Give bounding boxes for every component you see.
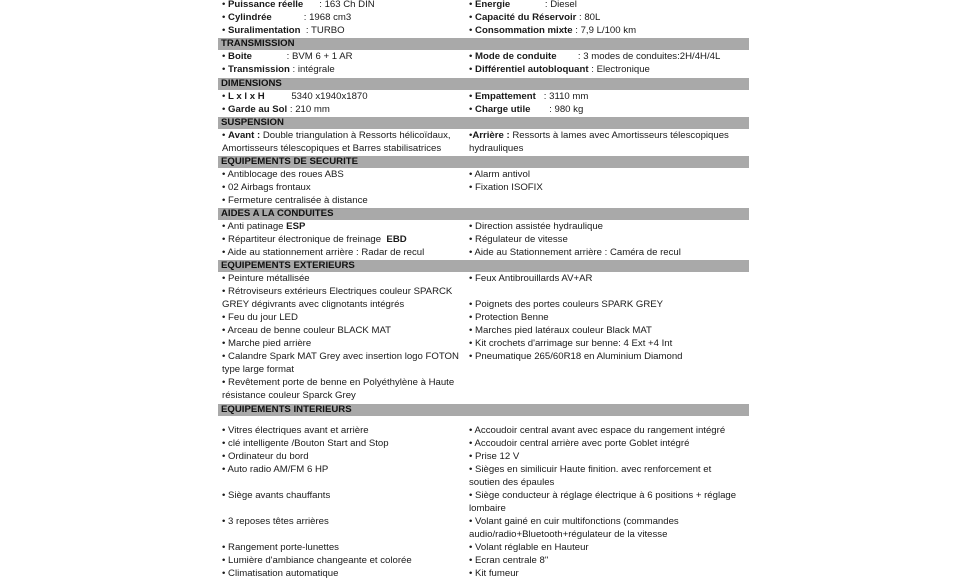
list-item: • Peinture métallisée — [222, 273, 310, 284]
list-row — [218, 182, 749, 195]
spec-label: Capacité du Réservoir — [475, 12, 577, 23]
list-row — [218, 390, 749, 403]
list-item: soutien des épaules — [469, 477, 555, 488]
list-row — [218, 438, 749, 451]
spec-value: 980 kg — [554, 104, 584, 115]
list-item: • Alarm antivol — [469, 169, 530, 180]
list-item: GREY dégivrants avec clignotants intégrés — [222, 299, 405, 310]
spec-row: • Garde au Sol : 210 mm • Charge utile : 980 kg — [222, 104, 584, 115]
list-item: lombaire — [469, 503, 506, 514]
list-item: • Poignets des portes couleurs SPARK GREY — [469, 299, 664, 310]
list-row — [218, 451, 749, 464]
list-item: • 02 Airbags frontaux — [222, 182, 311, 193]
spec-label: Boite — [228, 51, 253, 62]
section-header-securite: EQUIPEMENTS DE SECURITE — [218, 156, 749, 168]
list-row — [218, 529, 749, 542]
list-row — [218, 568, 749, 581]
list-row — [218, 464, 749, 477]
list-row — [218, 273, 749, 286]
list-item: • Rangement porte-lunettes — [222, 542, 339, 553]
list-item: • Marche pied arrière — [222, 338, 312, 349]
list-row — [218, 503, 749, 516]
list-item: • Accoudoir central arrière avec porte Goblet intégré — [469, 438, 690, 449]
spec-value: Diesel — [550, 0, 577, 10]
spec-label: Garde au Sol — [228, 104, 288, 115]
list-row — [218, 490, 749, 503]
list-row — [218, 234, 749, 247]
list-item: • Antiblocage des roues ABS — [222, 169, 344, 180]
spec-row: • Avant : Double triangulation à Ressorts hélicoïdaux, •Arrière : Ressorts à lames avec Amortisseurs télescopiques — [222, 130, 729, 141]
spec-value: TURBO — [311, 25, 345, 36]
spec-label: L x l x H — [228, 91, 265, 102]
list-item: • Feux Antibrouillards AV+AR — [469, 273, 593, 284]
list-item: • Ecran centrale 8" — [469, 555, 549, 566]
list-item: • Protection Benne — [469, 312, 549, 323]
spec-row: • Cylindrée : 1968 cm3 • Capacité du Réservoir : 80L — [222, 12, 601, 23]
list-item: • Prise 12 V — [469, 451, 520, 462]
list-item: • Répartiteur électronique de freinage EBD — [222, 234, 407, 245]
list-item: • Volant gainé en cuir multifonctions (commandes — [469, 516, 679, 527]
list-item: • Calandre Spark MAT Grey avec insertion logo FOTON — [222, 351, 459, 362]
section-header-exterieurs: EQUIPEMENTS EXTERIEURS — [218, 260, 749, 272]
spec-value: 7,9 L/100 km — [580, 25, 637, 36]
list-row — [218, 169, 749, 182]
spec-label: Puissance réelle — [228, 0, 304, 10]
list-item: • Rétroviseurs extérieurs Electriques couleur SPARCK — [222, 286, 453, 297]
list-row — [218, 542, 749, 555]
list-row — [218, 195, 749, 208]
list-item: • clé intelligente /Bouton Start and Stop — [222, 438, 389, 449]
spec-value: Electronique — [596, 64, 650, 75]
spec-row: • Suralimentation : TURBO • Consommation mixte : 7,9 L/100 km — [222, 25, 637, 36]
list-row — [218, 477, 749, 490]
list-item: • Aide au Stationnement arrière : Caméra de recul — [469, 247, 681, 258]
list-row — [218, 555, 749, 568]
section-header-transmission: TRANSMISSION — [218, 38, 749, 50]
list-item: • 3 reposes têtes arrières — [222, 516, 329, 527]
spec-label: Avant : — [228, 130, 261, 141]
list-row — [218, 299, 749, 312]
list-row — [218, 425, 749, 438]
list-item: • Auto radio AM/FM 6 HP — [222, 464, 329, 475]
list-item: • Volant réglable en Hauteur — [469, 542, 589, 553]
spec-value: Amortisseurs télescopiques et Barres stabilisatrices — [222, 143, 442, 154]
list-item: • Marches pied latéraux couleur Black MAT — [469, 325, 652, 336]
list-row — [218, 325, 749, 338]
list-item: • Kit fumeur — [469, 568, 519, 579]
list-item: • Régulateur de vitesse — [469, 234, 568, 245]
spec-row: • Puissance réelle : 163 Ch DIN • Energie : Diesel — [222, 0, 577, 10]
spec-row — [218, 143, 749, 156]
spec-label: Mode de conduite — [475, 51, 557, 62]
list-item: • Vitres électriques avant et arrière — [222, 425, 369, 436]
list-item: • Direction assistée hydraulique — [469, 221, 604, 232]
spec-value: 163 Ch DIN — [324, 0, 375, 10]
list-item: • Siège conducteur à réglage électrique à 6 positions + réglage — [469, 490, 737, 501]
list-item: • Accoudoir central avant avec espace du rangement intégré — [469, 425, 726, 436]
spec-row: • L x l x H 5340 x1940x1870 • Empattement : 3110 mm — [222, 91, 589, 102]
list-row — [218, 312, 749, 325]
spec-value: BVM 6 + 1 AR — [292, 51, 353, 62]
list-item: • Kit crochets d'arrimage sur benne: 4 Ext +4 Int — [469, 338, 673, 349]
spec-value: 210 mm — [295, 104, 330, 115]
list-item: • Anti patinage ESP — [222, 221, 306, 232]
spec-value: Double triangulation à Ressorts hélicoïdaux, — [260, 130, 451, 141]
spec-row: • Transmission : intégrale • Différentiel autobloquant : Electronique — [222, 64, 650, 75]
section-header-interieurs: EQUIPEMENTS INTERIEURS — [218, 404, 749, 416]
list-item: • Ordinateur du bord — [222, 451, 309, 462]
spec-value: hydrauliques — [469, 143, 524, 154]
list-row — [218, 286, 749, 299]
list-item: • Revêtement porte de benne en Polyéthylène à Haute — [222, 377, 455, 388]
spec-label: Arrière : — [472, 130, 510, 141]
spec-value: Ressorts à lames avec Amortisseurs télescopiques — [509, 130, 729, 141]
list-row — [218, 351, 749, 364]
list-item: • Arceau de benne couleur BLACK MAT — [222, 325, 392, 336]
spec-value: intégrale — [297, 64, 335, 75]
spec-label: Différentiel autobloquant — [475, 64, 589, 75]
spec-value: 80L — [584, 12, 601, 23]
section-header-dimensions: DIMENSIONS — [218, 78, 749, 90]
list-row — [218, 221, 749, 234]
list-row — [218, 364, 749, 377]
spec-label: Consommation mixte — [475, 25, 573, 36]
spec-row: • Boite : BVM 6 + 1 AR • Mode de conduite : 3 modes de conduites:2H/4H/4L — [222, 51, 721, 62]
section-header-suspension: SUSPENSION — [218, 117, 749, 129]
list-row — [218, 247, 749, 260]
spec-value: 1968 cm3 — [309, 12, 352, 23]
spec-label: Energie — [475, 0, 511, 10]
list-item: • Sièges en similicuir Haute finition. avec renforcement et — [469, 464, 712, 475]
list-row — [218, 338, 749, 351]
list-row — [218, 377, 749, 390]
section-header-aides: AIDES A LA CONDUITES — [218, 208, 749, 220]
spec-label: Cylindrée — [228, 12, 272, 23]
spec-label: Empattement — [475, 91, 536, 102]
spec-value: 5340 x1940x1870 — [291, 91, 368, 102]
spec-value: 3 modes de conduites:2H/4H/4L — [583, 51, 721, 62]
spec-value: 3110 mm — [549, 91, 589, 102]
list-item: • Siège avants chauffants — [222, 490, 331, 501]
list-item: • Climatisation automatique — [222, 568, 339, 579]
spec-label: Charge utile — [475, 104, 531, 115]
list-item: • Feu du jour LED — [222, 312, 298, 323]
spec-label: Suralimentation — [228, 25, 301, 36]
list-item: • Fixation ISOFIX — [469, 182, 543, 193]
list-item: • Aide au stationnement arrière : Radar de recul — [222, 247, 425, 258]
list-item: • Fermeture centralisée à distance — [222, 195, 368, 206]
list-item: • Lumière d'ambiance changeante et colorée — [222, 555, 412, 566]
list-item: type large format — [222, 364, 294, 375]
list-item: • Pneumatique 265/60R18 en Aluminium Diamond — [469, 351, 683, 362]
list-row — [218, 516, 749, 529]
list-item: résistance couleur Sparck Grey — [222, 390, 356, 401]
spec-label: Transmission — [228, 64, 290, 75]
list-item: audio/radio+Bluetooth+régulateur de la vitesse — [469, 529, 668, 540]
